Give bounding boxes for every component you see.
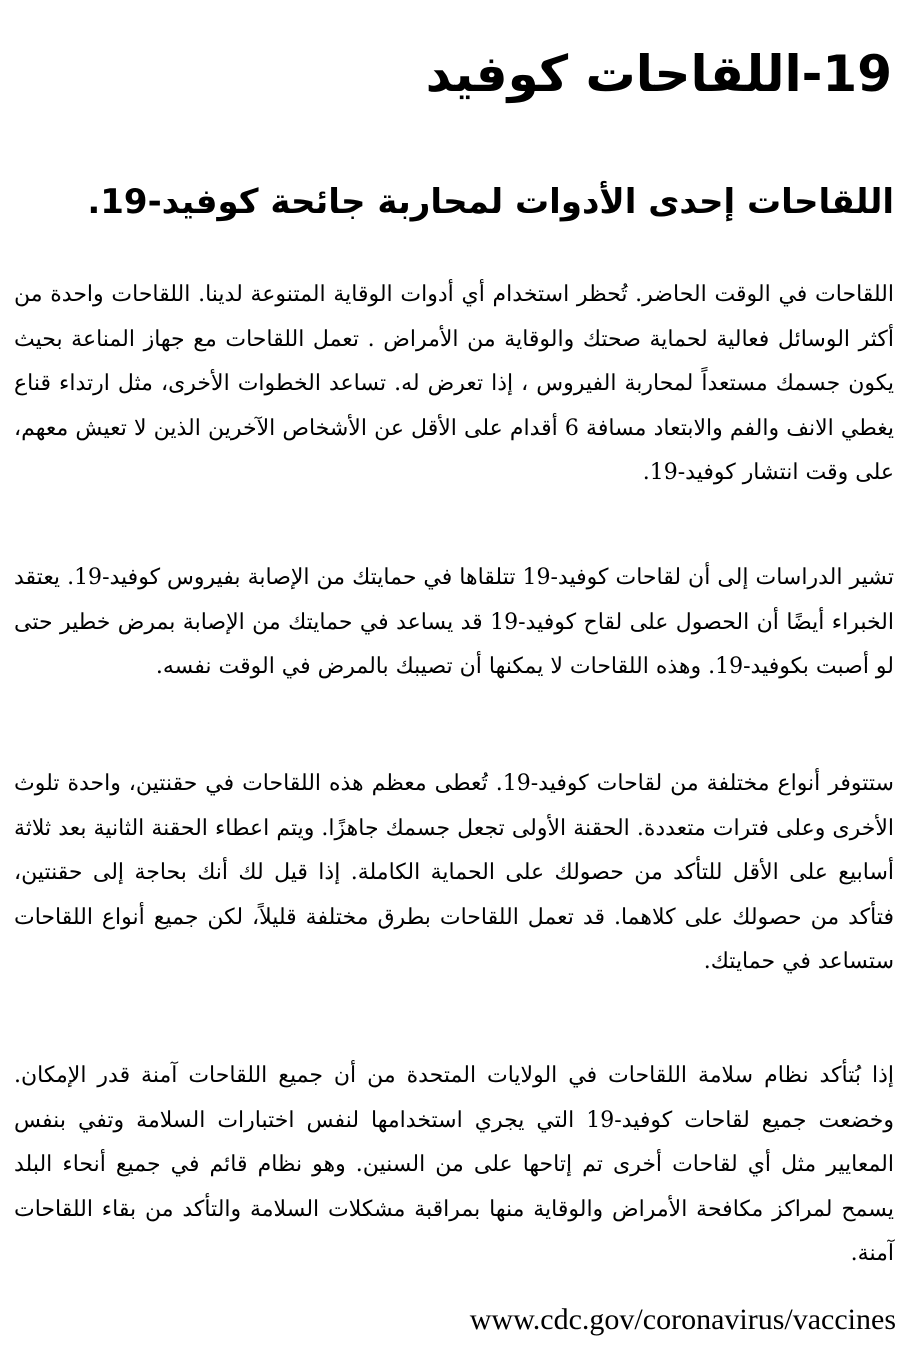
paragraph-2: تشير الدراسات إلى أن لقاحات كوفيد-19 تتلقاها في حمايتك من الإصابة بفيروس كوفيد-19. يعتقد الخبراء أيضًا أن الحصول على لقاح كوفيد-19 قد يساعد في حمايتك من الإصابة بمرض خطير حتى لو أصبت بكوفيد-19. وهذه اللقاحات لا يمكنها أن تصيبك بالمرض في الوقت نفسه. bbox=[14, 565, 894, 679]
footer-url: www.cdc.gov/coronavirus/vaccines bbox=[469, 1303, 896, 1336]
page-subtitle: اللقاحات إحدى الأدوات لمحاربة جائحة كوفيد-19. bbox=[87, 182, 894, 222]
paragraph-4: إذا بُتأكد نظام سلامة اللقاحات في الولايات المتحدة من أن جميع اللقاحات آمنة قدر الإمكان. وخضعت جميع لقاحات كوفيد-19 التي يجري استخدامها لنفس اختبارات السلامة وتفي بنفس المعايير مثل أي لقاحات أخرى تم إتاحها على من السنين. وهو نظام قائم في جميع أنحاء البلد يسمح لمراكز مكافحة الأمراض والوقاية منها بمراقبة مشكلات السلامة والتأكد من بقاء اللقاحات آمنة. bbox=[14, 1063, 894, 1266]
paragraph-3: ستتوفر أنواع مختلفة من لقاحات كوفيد-19. تُعطى معظم هذه اللقاحات في حقنتين، واحدة تلوث الأخرى وعلى فترات متعددة. الحقنة الأولى تجعل جسمك جاهزًا. ويتم اعطاء الحقنة الثانية بعد ثلاثة أسابيع على الأقل للتأكد من حصولك على الحماية الكاملة. إذا قيل لك أنك بحاجة إلى حقنتين، فتأكد من حصولك على كلاهما. قد تعمل اللقاحات بطرق مختلفة قليلاً، لكن جميع أنواع اللقاحات ستساعد في حمايتك. bbox=[14, 771, 894, 974]
page-title: 19-اللقاحات كوفيد bbox=[425, 45, 892, 103]
paragraph-1: اللقاحات في الوقت الحاضر. تُحظر استخدام أي أدوات الوقاية المتنوعة لدينا. اللقاحات واحدة من أكثر الوسائل فعالية لحماية صحتك والوقاية من الأمراض . تعمل اللقاحات مع جهاز المناعة بحيث يكون جسمك مستعداً لمحاربة الفيروس ، إذا تعرض له. تساعد الخطوات الأخرى، مثل ارتداء قناع يغطي الانف والفم والابتعاد مسافة 6 أقدام على الأقل عن الأشخاص الآخرين الذين لا تعيش معهم، على وقت انتشار كوفيد-19. bbox=[14, 282, 894, 485]
